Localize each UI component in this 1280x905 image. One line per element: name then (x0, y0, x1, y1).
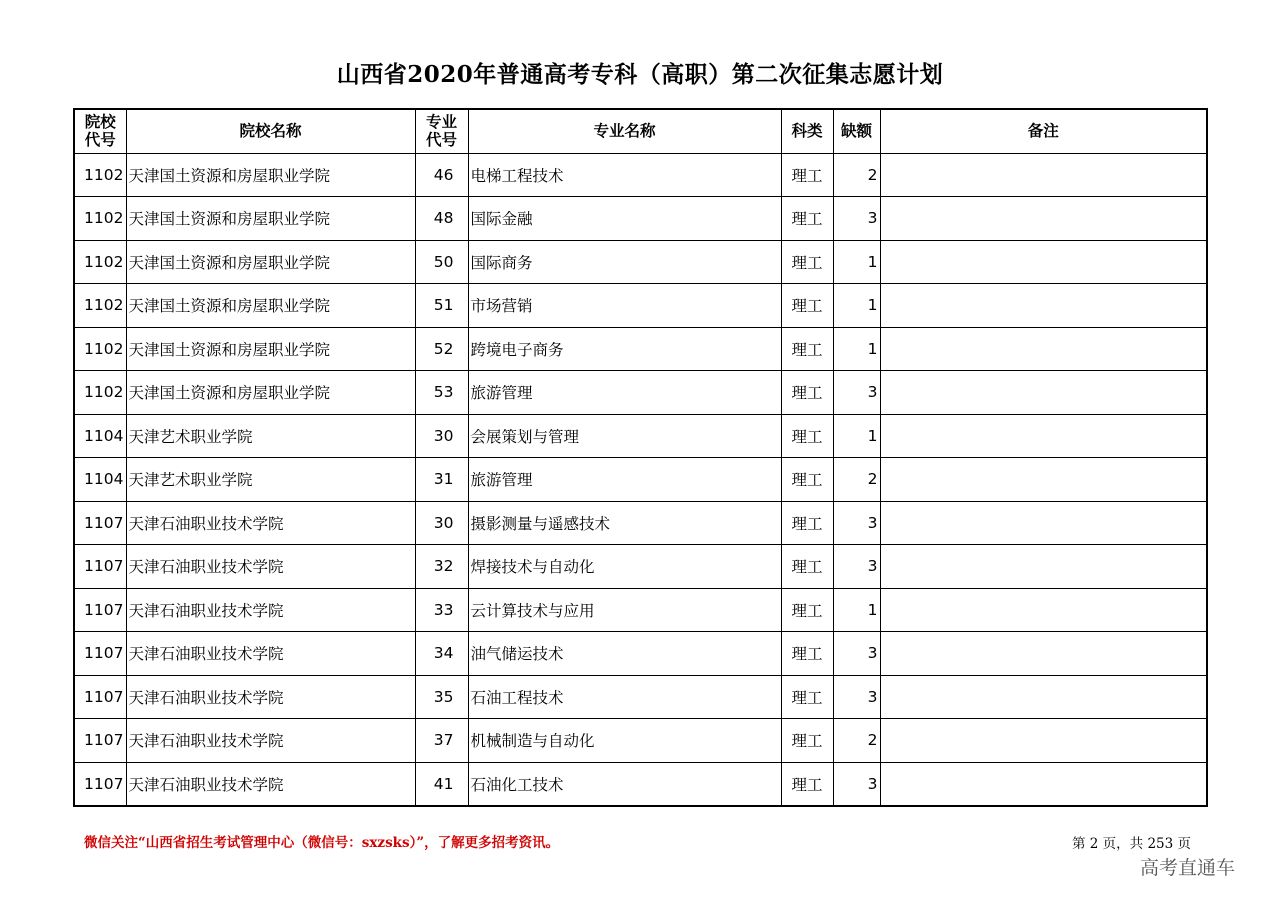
major-name-cell: 石油化工技术 (468, 762, 781, 806)
table-header-row (74, 109, 1207, 153)
major-code-cell: 53 (415, 371, 468, 415)
school-code-cell: 1107 (74, 501, 126, 545)
major-code-cell: 48 (415, 197, 468, 241)
wechat-follow-note: 微信关注“山西省招生考试管理中心（微信号：sxzsks）”，了解更多招考资讯。 (84, 835, 560, 851)
table-row (74, 719, 1207, 763)
major-name-cell: 国际商务 (468, 240, 781, 284)
header-remarks: 备注 (880, 109, 1207, 153)
school-name-cell: 天津石油职业技术学院 (126, 675, 415, 719)
quota-cell: 3 (833, 632, 880, 676)
major-code-cell: 34 (415, 632, 468, 676)
subject-cell: 理工 (781, 240, 833, 284)
subject-cell: 理工 (781, 545, 833, 589)
quota-cell: 1 (833, 284, 880, 328)
table-row (74, 501, 1207, 545)
school-code-cell: 1107 (74, 545, 126, 589)
major-code-cell: 46 (415, 153, 468, 197)
page-title: 山西省2020年普通高考专科（高职）第二次征集志愿计划 (336, 61, 944, 88)
remarks-cell (880, 371, 1207, 415)
school-name-cell: 天津艺术职业学院 (126, 458, 415, 502)
header-major-code-line2: 代号 (425, 131, 457, 150)
table-row (74, 762, 1207, 806)
major-code-cell: 35 (415, 675, 468, 719)
remarks-cell (880, 545, 1207, 589)
remarks-cell (880, 153, 1207, 197)
major-name-cell: 旅游管理 (468, 371, 781, 415)
school-code-cell: 1102 (74, 327, 126, 371)
major-name-cell: 石油工程技术 (468, 675, 781, 719)
table-row (74, 675, 1207, 719)
major-name-cell: 会展策划与管理 (468, 414, 781, 458)
header-quota: 缺额 (833, 109, 880, 153)
remarks-cell (880, 284, 1207, 328)
major-name-cell: 国际金融 (468, 197, 781, 241)
school-code-cell: 1104 (74, 414, 126, 458)
school-code-cell: 1107 (74, 675, 126, 719)
remarks-cell (880, 632, 1207, 676)
remarks-cell (880, 588, 1207, 632)
remarks-cell (880, 414, 1207, 458)
school-code-cell: 1107 (74, 762, 126, 806)
major-name-cell: 跨境电子商务 (468, 327, 781, 371)
enrollment-plan-table (73, 108, 1208, 807)
school-name-cell: 天津国土资源和房屋职业学院 (126, 197, 415, 241)
school-name-cell: 天津石油职业技术学院 (126, 762, 415, 806)
quota-cell: 1 (833, 588, 880, 632)
major-code-cell: 51 (415, 284, 468, 328)
major-code-cell: 50 (415, 240, 468, 284)
subject-cell: 理工 (781, 197, 833, 241)
school-name-cell: 天津国土资源和房屋职业学院 (126, 284, 415, 328)
quota-cell: 2 (833, 153, 880, 197)
school-code-cell: 1102 (74, 371, 126, 415)
school-name-cell: 天津国土资源和房屋职业学院 (126, 240, 415, 284)
quota-cell: 1 (833, 414, 880, 458)
major-code-cell: 41 (415, 762, 468, 806)
school-code-cell: 1107 (74, 588, 126, 632)
school-code-cell: 1107 (74, 632, 126, 676)
table-row (74, 632, 1207, 676)
subject-cell: 理工 (781, 458, 833, 502)
quota-cell: 1 (833, 240, 880, 284)
major-name-cell: 焊接技术与自动化 (468, 545, 781, 589)
table-row (74, 414, 1207, 458)
quota-cell: 2 (833, 458, 880, 502)
page-number: 第 2 页，共 253 页 (1072, 836, 1192, 852)
school-name-cell: 天津石油职业技术学院 (126, 632, 415, 676)
remarks-cell (880, 197, 1207, 241)
school-name-cell: 天津石油职业技术学院 (126, 588, 415, 632)
quota-cell: 2 (833, 719, 880, 763)
remarks-cell (880, 719, 1207, 763)
remarks-cell (880, 762, 1207, 806)
subject-cell: 理工 (781, 675, 833, 719)
header-school-code-line1: 院校 (84, 113, 116, 132)
school-name-cell: 天津石油职业技术学院 (126, 719, 415, 763)
subject-cell: 理工 (781, 153, 833, 197)
table-row (74, 240, 1207, 284)
major-code-cell: 52 (415, 327, 468, 371)
school-name-cell: 天津国土资源和房屋职业学院 (126, 327, 415, 371)
major-name-cell: 云计算技术与应用 (468, 588, 781, 632)
subject-cell: 理工 (781, 588, 833, 632)
subject-cell: 理工 (781, 284, 833, 328)
table-row (74, 458, 1207, 502)
quota-cell: 3 (833, 675, 880, 719)
table-row (74, 371, 1207, 415)
school-name-cell: 天津石油职业技术学院 (126, 501, 415, 545)
subject-cell: 理工 (781, 762, 833, 806)
table-row (74, 545, 1207, 589)
major-name-cell: 旅游管理 (468, 458, 781, 502)
subject-cell: 理工 (781, 719, 833, 763)
table-row (74, 284, 1207, 328)
subject-cell: 理工 (781, 327, 833, 371)
major-code-cell: 30 (415, 501, 468, 545)
remarks-cell (880, 501, 1207, 545)
table-row (74, 197, 1207, 241)
header-school-code-line2: 代号 (84, 131, 116, 150)
school-name-cell: 天津国土资源和房屋职业学院 (126, 371, 415, 415)
major-code-cell: 30 (415, 414, 468, 458)
header-subject: 科类 (781, 109, 833, 153)
header-major-code-line1: 专业 (425, 113, 457, 132)
school-code-cell: 1102 (74, 240, 126, 284)
subject-cell: 理工 (781, 632, 833, 676)
quota-cell: 3 (833, 762, 880, 806)
watermark-text: 高考直通车 (1140, 857, 1236, 879)
header-school-code (74, 109, 126, 153)
school-code-cell: 1102 (74, 284, 126, 328)
table-row (74, 588, 1207, 632)
school-name-cell: 天津石油职业技术学院 (126, 545, 415, 589)
table-row (74, 327, 1207, 371)
header-major-code (415, 109, 468, 153)
quota-cell: 3 (833, 371, 880, 415)
major-code-cell: 31 (415, 458, 468, 502)
remarks-cell (880, 675, 1207, 719)
quota-cell: 3 (833, 501, 880, 545)
subject-cell: 理工 (781, 371, 833, 415)
major-name-cell: 油气储运技术 (468, 632, 781, 676)
table-row (74, 153, 1207, 197)
major-code-cell: 32 (415, 545, 468, 589)
subject-cell: 理工 (781, 414, 833, 458)
major-code-cell: 37 (415, 719, 468, 763)
subject-cell: 理工 (781, 501, 833, 545)
school-code-cell: 1107 (74, 719, 126, 763)
school-code-cell: 1102 (74, 153, 126, 197)
remarks-cell (880, 327, 1207, 371)
major-code-cell: 33 (415, 588, 468, 632)
school-code-cell: 1102 (74, 197, 126, 241)
major-name-cell: 电梯工程技术 (468, 153, 781, 197)
major-name-cell: 机械制造与自动化 (468, 719, 781, 763)
quota-cell: 1 (833, 327, 880, 371)
school-code-cell: 1104 (74, 458, 126, 502)
school-name-cell: 天津艺术职业学院 (126, 414, 415, 458)
remarks-cell (880, 458, 1207, 502)
header-school-name: 院校名称 (126, 109, 415, 153)
quota-cell: 3 (833, 545, 880, 589)
major-name-cell: 摄影测量与遥感技术 (468, 501, 781, 545)
remarks-cell (880, 240, 1207, 284)
school-name-cell: 天津国土资源和房屋职业学院 (126, 153, 415, 197)
major-name-cell: 市场营销 (468, 284, 781, 328)
header-major-name: 专业名称 (468, 109, 781, 153)
quota-cell: 3 (833, 197, 880, 241)
